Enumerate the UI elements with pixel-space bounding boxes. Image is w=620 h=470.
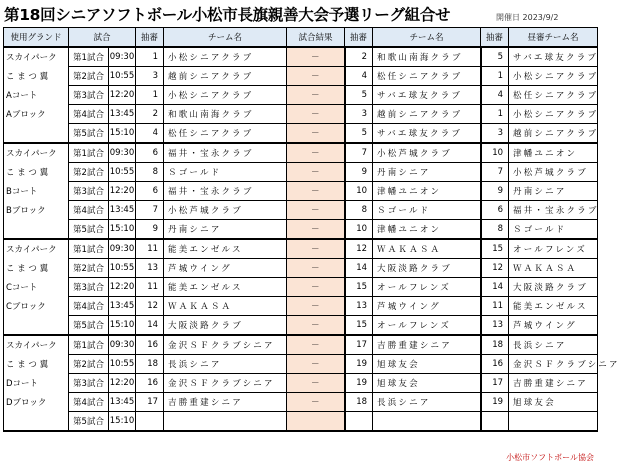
match-time: 15:10 [109, 124, 136, 144]
draw-number-3 [481, 412, 509, 432]
draw-number-1 [136, 412, 164, 432]
table-row [4, 47, 598, 67]
table-row [4, 67, 598, 86]
team-name-2: 津幡ユニオン [373, 182, 481, 201]
venue-cell: Aコート [4, 86, 69, 105]
draw-number-3: 14 [481, 278, 509, 297]
draw-number-1: 11 [136, 239, 164, 259]
table-row [4, 239, 598, 259]
match-result: － [287, 182, 345, 201]
match-result: － [287, 220, 345, 240]
table-row [4, 124, 598, 144]
match-result: － [287, 374, 345, 393]
header-team-2: チーム名 [373, 28, 481, 48]
match-time: 15:10 [109, 316, 136, 336]
match-result: － [287, 297, 345, 316]
venue-cell: Bコート [4, 182, 69, 201]
draw-number-2: 19 [345, 355, 373, 374]
match-result: － [287, 316, 345, 336]
match-result [287, 412, 345, 432]
venue-cell [4, 412, 69, 432]
match-time: 09:30 [109, 335, 136, 355]
table-row [4, 86, 598, 105]
venue-cell: こ ま つ 翼 [4, 67, 69, 86]
table-row [4, 105, 598, 124]
team-name-1: 金沢ＳＦクラブシニア [164, 335, 287, 355]
draw-number-1: 9 [136, 220, 164, 240]
referee-team-name: 能美エンゼルス [509, 297, 598, 316]
draw-number-1: 2 [136, 105, 164, 124]
referee-team-name: 松任シニアクラブ [509, 86, 598, 105]
team-name-1: 金沢ＳＦクラブシニア [164, 374, 287, 393]
match-result: － [287, 124, 345, 144]
table-row [4, 297, 598, 316]
match-result: － [287, 239, 345, 259]
match-number: 第2試合 [69, 67, 109, 86]
venue-cell: スカイパーク [4, 335, 69, 355]
team-name-2: Ｓゴールド [373, 201, 481, 220]
team-name-1: 小松シニアクラブ [164, 86, 287, 105]
referee-team-name: ＷＡＫＡＳＡ [509, 259, 598, 278]
match-number: 第3試合 [69, 278, 109, 297]
venue-cell: Dコート [4, 374, 69, 393]
match-result: － [287, 67, 345, 86]
team-name-1: ＷＡＫＡＳＡ [164, 297, 287, 316]
venue-cell [4, 124, 69, 144]
match-time: 10:55 [109, 259, 136, 278]
referee-team-name: 福井・宝永クラブ [509, 201, 598, 220]
draw-number-3: 13 [481, 316, 509, 336]
team-name-1: 和歌山南海クラブ [164, 105, 287, 124]
draw-number-3: 11 [481, 297, 509, 316]
draw-number-1: 17 [136, 393, 164, 412]
header-result: 試合結果 [287, 28, 345, 48]
table-row [4, 220, 598, 240]
team-name-1: 吉勝重建シニア [164, 393, 287, 412]
header-ground: 使用グランド [4, 28, 69, 48]
venue-cell: Cコート [4, 278, 69, 297]
team-name-2: 芦城ウイング [373, 297, 481, 316]
match-result: － [287, 335, 345, 355]
referee-team-name: 津幡ユニオン [509, 143, 598, 163]
match-number: 第1試合 [69, 143, 109, 163]
match-time: 12:20 [109, 182, 136, 201]
draw-number-3: 6 [481, 201, 509, 220]
match-number: 第5試合 [69, 124, 109, 144]
header-referee-team: 昼審チーム名 [509, 28, 598, 48]
organizer-footer: 小松市ソフトボール協会 [506, 453, 594, 462]
team-name-1: 小松シニアクラブ [164, 47, 287, 67]
match-number: 第1試合 [69, 47, 109, 67]
draw-number-1: 8 [136, 163, 164, 182]
referee-team-name: 丹南シニア [509, 182, 598, 201]
team-name-2: 津幡ユニオン [373, 220, 481, 240]
team-name-1: 丹南シニア [164, 220, 287, 240]
team-name-2: 旭球友会 [373, 374, 481, 393]
match-time: 13:45 [109, 393, 136, 412]
venue-cell [4, 220, 69, 240]
draw-number-2: 4 [345, 67, 373, 86]
match-number: 第2試合 [69, 259, 109, 278]
referee-team-name: 越前シニアクラブ [509, 124, 598, 144]
team-name-2: 大阪淡路クラブ [373, 259, 481, 278]
referee-team-name: Ｓゴールド [509, 220, 598, 240]
team-name-2 [373, 412, 481, 432]
match-result: － [287, 355, 345, 374]
league-schedule-table [3, 27, 620, 432]
draw-number-2: 5 [345, 86, 373, 105]
referee-team-name: 芦城ウイング [509, 316, 598, 336]
draw-number-2: 15 [345, 278, 373, 297]
draw-number-2: 8 [345, 201, 373, 220]
match-time: 15:10 [109, 412, 136, 432]
team-name-2: 越前シニアクラブ [373, 105, 481, 124]
draw-number-1: 14 [136, 316, 164, 336]
match-time: 12:20 [109, 278, 136, 297]
draw-number-3: 16 [481, 355, 509, 374]
table-row [4, 201, 598, 220]
match-number: 第1試合 [69, 239, 109, 259]
table-row [4, 412, 598, 432]
match-number: 第2試合 [69, 163, 109, 182]
team-name-1: Ｓゴールド [164, 163, 287, 182]
match-number: 第3試合 [69, 374, 109, 393]
match-time: 12:20 [109, 86, 136, 105]
team-name-1: 大阪淡路クラブ [164, 316, 287, 336]
team-name-2: 和歌山南海クラブ [373, 47, 481, 67]
match-time: 09:30 [109, 143, 136, 163]
match-number: 第3試合 [69, 182, 109, 201]
match-result: － [287, 47, 345, 67]
referee-team-name [509, 412, 598, 432]
table-row [4, 182, 598, 201]
team-name-2: 丹南シニア [373, 163, 481, 182]
referee-team-name: 小松芦城クラブ [509, 163, 598, 182]
draw-number-3: 18 [481, 335, 509, 355]
header-draw-1: 抽審 [136, 28, 164, 48]
match-time: 15:10 [109, 220, 136, 240]
match-time: 10:55 [109, 355, 136, 374]
match-time: 10:55 [109, 163, 136, 182]
team-name-1: 能美エンゼルス [164, 239, 287, 259]
match-time: 10:55 [109, 67, 136, 86]
team-name-1: 福井・宝永クラブ [164, 182, 287, 201]
draw-number-3: 19 [481, 393, 509, 412]
team-name-1: 能美エンゼルス [164, 278, 287, 297]
match-time: 13:45 [109, 105, 136, 124]
team-name-2: 長浜シニア [373, 393, 481, 412]
match-number: 第4試合 [69, 201, 109, 220]
draw-number-3: 1 [481, 105, 509, 124]
draw-number-2: 9 [345, 163, 373, 182]
referee-team-name: 長浜シニア [509, 335, 598, 355]
header-team-1: チーム名 [164, 28, 287, 48]
venue-cell: Bブロック [4, 201, 69, 220]
draw-number-3: 10 [481, 143, 509, 163]
match-time: 12:20 [109, 374, 136, 393]
match-number: 第3試合 [69, 86, 109, 105]
draw-number-1: 7 [136, 201, 164, 220]
team-name-2: ＷＡＫＡＳＡ [373, 239, 481, 259]
draw-number-3: 15 [481, 239, 509, 259]
referee-team-name: 小松シニアクラブ [509, 67, 598, 86]
match-time: 09:30 [109, 47, 136, 67]
venue-cell: こ ま つ 翼 [4, 163, 69, 182]
team-name-1: 松任シニアクラブ [164, 124, 287, 144]
draw-number-2: 5 [345, 124, 373, 144]
draw-number-1: 4 [136, 124, 164, 144]
table-row [4, 259, 598, 278]
team-name-2: 旭球友会 [373, 355, 481, 374]
draw-number-2: 17 [345, 335, 373, 355]
draw-number-2: 12 [345, 239, 373, 259]
referee-team-name: 吉勝重建シニア [509, 374, 598, 393]
match-number: 第5試合 [69, 412, 109, 432]
table-row [4, 143, 598, 163]
draw-number-1: 13 [136, 259, 164, 278]
team-name-1: 芦城ウイング [164, 259, 287, 278]
team-name-1 [164, 412, 287, 432]
table-row [4, 335, 598, 355]
draw-number-1: 12 [136, 297, 164, 316]
referee-team-name: 大阪淡路クラブ [509, 278, 598, 297]
draw-number-1: 16 [136, 374, 164, 393]
team-name-2: 吉勝重建シニア [373, 335, 481, 355]
draw-number-1: 1 [136, 86, 164, 105]
referee-team-name: サバエ球友クラブ [509, 47, 598, 67]
header-draw-3: 抽審 [481, 28, 509, 48]
referee-team-name: 旭球友会 [509, 393, 598, 412]
referee-team-name: オールフレンズ [509, 239, 598, 259]
venue-cell: スカイパーク [4, 239, 69, 259]
match-result: － [287, 105, 345, 124]
draw-number-1: 6 [136, 182, 164, 201]
draw-number-1: 18 [136, 355, 164, 374]
draw-number-3: 8 [481, 220, 509, 240]
draw-number-2: 3 [345, 105, 373, 124]
draw-number-1: 11 [136, 278, 164, 297]
team-name-2: サバエ球友クラブ [373, 86, 481, 105]
match-number: 第4試合 [69, 393, 109, 412]
venue-cell [4, 316, 69, 336]
title-row [4, 3, 596, 27]
referee-team-name: 金沢ＳＦクラブシニア [509, 355, 598, 374]
match-number: 第5試合 [69, 316, 109, 336]
venue-cell: スカイパーク [4, 143, 69, 163]
venue-cell: Aブロック [4, 105, 69, 124]
event-date: 開催日 2023/9/2 [496, 13, 559, 22]
schedule-body [4, 47, 620, 431]
draw-number-1: 16 [136, 335, 164, 355]
venue-cell: こ ま つ 翼 [4, 259, 69, 278]
match-time: 13:45 [109, 297, 136, 316]
match-result: － [287, 201, 345, 220]
table-row [4, 393, 598, 412]
match-number: 第5試合 [69, 220, 109, 240]
match-result: － [287, 393, 345, 412]
draw-number-3: 9 [481, 182, 509, 201]
team-name-1: 越前シニアクラブ [164, 67, 287, 86]
page-title: 第18回シニアソフトボール小松市長旗親善大会予選リーグ組合せ [4, 6, 451, 24]
team-name-2: サバエ球友クラブ [373, 124, 481, 144]
match-number: 第2試合 [69, 355, 109, 374]
match-result: － [287, 259, 345, 278]
draw-number-3: 17 [481, 374, 509, 393]
draw-number-2 [345, 412, 373, 432]
draw-number-2: 13 [345, 297, 373, 316]
match-result: － [287, 163, 345, 182]
venue-cell: Cブロック [4, 297, 69, 316]
table-row [4, 316, 598, 336]
match-result: － [287, 278, 345, 297]
draw-number-1: 1 [136, 47, 164, 67]
team-name-1: 小松芦城クラブ [164, 201, 287, 220]
draw-number-3: 5 [481, 47, 509, 67]
venue-cell: スカイパーク [4, 47, 69, 67]
match-time: 13:45 [109, 201, 136, 220]
header-match: 試合 [69, 28, 136, 48]
draw-number-2: 7 [345, 143, 373, 163]
team-name-2: 松任シニアクラブ [373, 67, 481, 86]
table-row [4, 374, 598, 393]
team-name-2: オールフレンズ [373, 316, 481, 336]
table-row [4, 163, 598, 182]
draw-number-3: 12 [481, 259, 509, 278]
draw-number-3: 4 [481, 86, 509, 105]
team-name-2: オールフレンズ [373, 278, 481, 297]
draw-number-1: 6 [136, 143, 164, 163]
match-result: － [287, 86, 345, 105]
team-name-2: 小松芦城クラブ [373, 143, 481, 163]
draw-number-3: 3 [481, 124, 509, 144]
draw-number-2: 2 [345, 47, 373, 67]
match-result: － [287, 143, 345, 163]
draw-number-2: 10 [345, 220, 373, 240]
draw-number-2: 14 [345, 259, 373, 278]
referee-team-name: 小松シニアクラブ [509, 105, 598, 124]
team-name-1: 福井・宝永クラブ [164, 143, 287, 163]
header-row [4, 28, 598, 48]
match-number: 第4試合 [69, 105, 109, 124]
venue-cell: Dブロック [4, 393, 69, 412]
venue-cell: こ ま つ 翼 [4, 355, 69, 374]
draw-number-2: 15 [345, 316, 373, 336]
draw-number-1: 3 [136, 67, 164, 86]
draw-number-2: 10 [345, 182, 373, 201]
draw-number-2: 19 [345, 374, 373, 393]
draw-number-3: 7 [481, 163, 509, 182]
match-number: 第1試合 [69, 335, 109, 355]
table-row [4, 355, 598, 374]
match-number: 第4試合 [69, 297, 109, 316]
table-row [4, 278, 598, 297]
draw-number-2: 18 [345, 393, 373, 412]
header-draw-2: 抽審 [345, 28, 373, 48]
team-name-1: 長浜シニア [164, 355, 287, 374]
draw-number-3: 1 [481, 67, 509, 86]
match-time: 09:30 [109, 239, 136, 259]
